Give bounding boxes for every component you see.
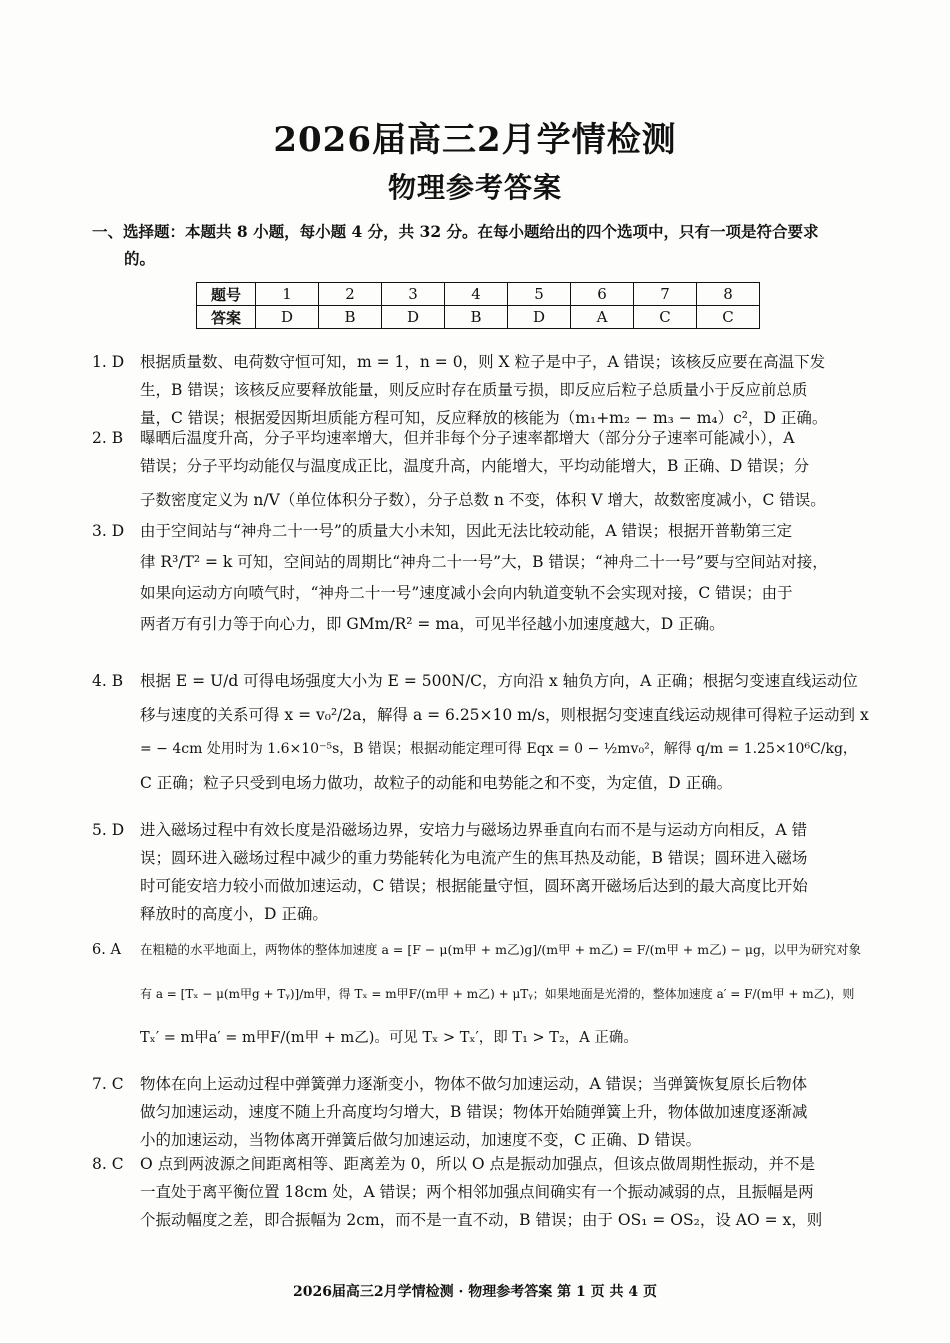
item-line: 进入磁场过程中有效长度是沿磁场边界，安培力与磁场边界垂直向右而不是与运动方向相反，A 错 [140, 821, 808, 839]
section-heading-text: 一、选择题：本题共 8 小题，每小题 4 分，共 32 分。在每小题给出的四个选项中，只有一项是符合要求 [92, 222, 819, 241]
item-line: 物体在向上运动过程中弹簧弹力逐渐变小，物体不做匀加速运动，A 错误；当弹簧恢复原长后物体 [140, 1075, 808, 1093]
item-number: 2. B [92, 429, 124, 447]
item-number: 7. C [92, 1075, 124, 1093]
item-line: 律 R³/T² = k 可知，空间站的周期比“神舟二十一号”大，B 错误；“神舟二十一号”要与空间站对接， [140, 553, 828, 571]
item-line: 量，C 错误；根据爱因斯坦质能方程可知，反应释放的核能为（m₁+m₂ − m₃ − m₄）c²，D 正确。 [140, 409, 828, 427]
item-line: 曝晒后温度升高，分子平均速率增大，但并非每个分子速率都增大（部分分子速率可能减小），A [140, 429, 795, 447]
item-number: 3. D [92, 522, 125, 540]
item-line: O 点到两波源之间距离相等、距离差为 0，所以 O 点是振动加强点，但该点做周期性振动，并不是 [140, 1155, 815, 1173]
item-number: 6. A [92, 942, 121, 958]
table-cell: B [319, 306, 382, 329]
answer-table-answer-row [197, 306, 760, 329]
item-body [140, 928, 874, 1060]
table-cell: 1 [256, 283, 319, 306]
table-cell: B [445, 306, 508, 329]
item-line: 小的加速运动，当物体离开弹簧后做匀加速运动，加速度不变，C 正确、D 错误。 [140, 1131, 702, 1149]
item-number: 8. C [92, 1155, 124, 1173]
answer-item-6 [92, 928, 874, 1060]
table-cell: 7 [634, 283, 697, 306]
table-cell: 8 [697, 283, 760, 306]
answer-item-7 [92, 1070, 874, 1154]
table-cell: C [634, 306, 697, 329]
item-body [140, 1070, 874, 1154]
table-cell: 5 [508, 283, 571, 306]
item-line: 由于空间站与“神舟二十一号”的质量大小未知，因此无法比较动能，A 错误；根据开普勒第三定 [140, 522, 792, 540]
page-subtitle: 物理参考答案 [387, 171, 562, 204]
item-body [140, 424, 874, 514]
answer-item-2 [92, 424, 874, 514]
item-body [140, 516, 874, 640]
item-number: 1. D [92, 353, 125, 371]
table-cell: A [571, 306, 634, 329]
page-footer: 2026届高三2月学情检测 · 物理参考答案 第 1 页 共 4 页 [292, 1284, 658, 1300]
item-line: 错误；分子平均动能仅与温度成正比，温度升高，内能增大，平均动能增大，B 正确、D 错误；分 [140, 457, 810, 475]
table-cell: D [508, 306, 571, 329]
item-number: 5. D [92, 821, 125, 839]
item-line: 如果向运动方向喷气时，“神舟二十一号”速度减小会向内轨道变轨不会实现对接，C 错误；由于 [140, 584, 793, 602]
item-line: 有 a = [Tₓ − μ(m甲g + Tᵧ)]/m甲，得 Tₓ = m甲F/(m甲 + m乙) + μTᵧ；如果地面是光滑的，整体加速度 a′ = F/(m甲 + m乙)，则 [140, 987, 855, 1001]
item-line: C 正确；粒子只受到电场力做功，故粒子的动能和电势能之和不变，为定值，D 正确。 [140, 774, 733, 792]
section-heading [92, 218, 872, 272]
item-line: 根据 E = U/d 可得电场强度大小为 E = 500N/C，方向沿 x 轴负方向，A 正确；根据匀变速直线运动位 [140, 672, 858, 690]
item-line: 在粗糙的水平地面上，两物体的整体加速度 a = [F − μ(m甲 + m乙)g]/(m甲 + m乙) = F/(m甲 + m乙) − μg，以甲为研究对象 [140, 942, 862, 957]
page-title: 2026届高三2月学情检测 [273, 120, 677, 160]
table-header-number: 题号 [197, 283, 256, 306]
table-cell: 3 [382, 283, 445, 306]
table-header-answer: 答案 [197, 306, 256, 329]
item-line: 时可能安培力较小而做加速运动，C 错误；根据能量守恒，圆环离开磁场后达到的最大高度比开始 [140, 877, 808, 895]
item-line: = − 4cm 处用时为 1.6×10⁻⁵s，B 错误；根据动能定理可得 Eqx = 0 − ½mv₀²，解得 q/m = 1.25×10⁶C/kg， [140, 741, 857, 757]
table-cell: 2 [319, 283, 382, 306]
item-line: 做匀加速运动，速度不随上升高度均匀增大，B 错误；物体开始随弹簧上升，物体做加速度逐渐减 [140, 1103, 808, 1121]
table-cell: D [256, 306, 319, 329]
item-line: 生，B 错误；该核反应要释放能量，则反应时存在质量亏损，即反应后粒子总质量小于反应前总质 [140, 381, 808, 399]
item-body [140, 664, 874, 800]
item-line: 误；圆环进入磁场过程中减少的重力势能转化为电流产生的焦耳热及动能，B 错误；圆环进入磁场 [140, 849, 808, 867]
item-line: 两者万有引力等于向心力，即 GMm/R² = ma，可见半径越小加速度越大，D 正确。 [140, 615, 725, 633]
table-cell: C [697, 306, 760, 329]
item-line: 根据质量数、电荷数守恒可知，m = 1，n = 0，则 X 粒子是中子，A 错误；该核反应要在高温下发 [140, 353, 826, 371]
item-body [140, 348, 874, 432]
answer-item-1 [92, 348, 874, 432]
item-line: Tₓ′ = m甲a′ = m甲F/(m甲 + m乙)。可见 Tₓ > Tₓ′，即 T₁ > T₂，A 正确。 [140, 1030, 638, 1046]
item-body [140, 816, 874, 928]
item-body [140, 1150, 874, 1234]
item-line: 释放时的高度小，D 正确。 [140, 905, 328, 923]
section-heading-cont: 的。 [124, 249, 156, 268]
answer-item-3 [92, 516, 874, 640]
item-line: 一直处于离平衡位置 18cm 处，A 错误；两个相邻加强点间确实有一个振动减弱的点，且振幅是两 [140, 1183, 814, 1201]
answer-item-5 [92, 816, 874, 928]
table-cell: 6 [571, 283, 634, 306]
answer-table-number-row [197, 283, 760, 306]
table-cell: 4 [445, 283, 508, 306]
answer-table [196, 282, 760, 329]
answer-item-8 [92, 1150, 874, 1234]
answer-item-4 [92, 664, 874, 800]
item-number: 4. B [92, 672, 124, 690]
item-line: 个振动幅度之差，即合振幅为 2cm，而不是一直不动，B 错误；由于 OS₁ = OS₂，设 AO = x，则 [140, 1211, 823, 1229]
item-line: 子数密度定义为 n/V（单位体积分子数），分子总数 n 不变，体积 V 增大，故数密度减小，C 错误。 [140, 491, 826, 509]
table-cell: D [382, 306, 445, 329]
item-line: 移与速度的关系可得 x = v₀²/2a，解得 a = 6.25×10 m/s，则根据匀变速直线运动规律可得粒子运动到 x [140, 706, 869, 724]
